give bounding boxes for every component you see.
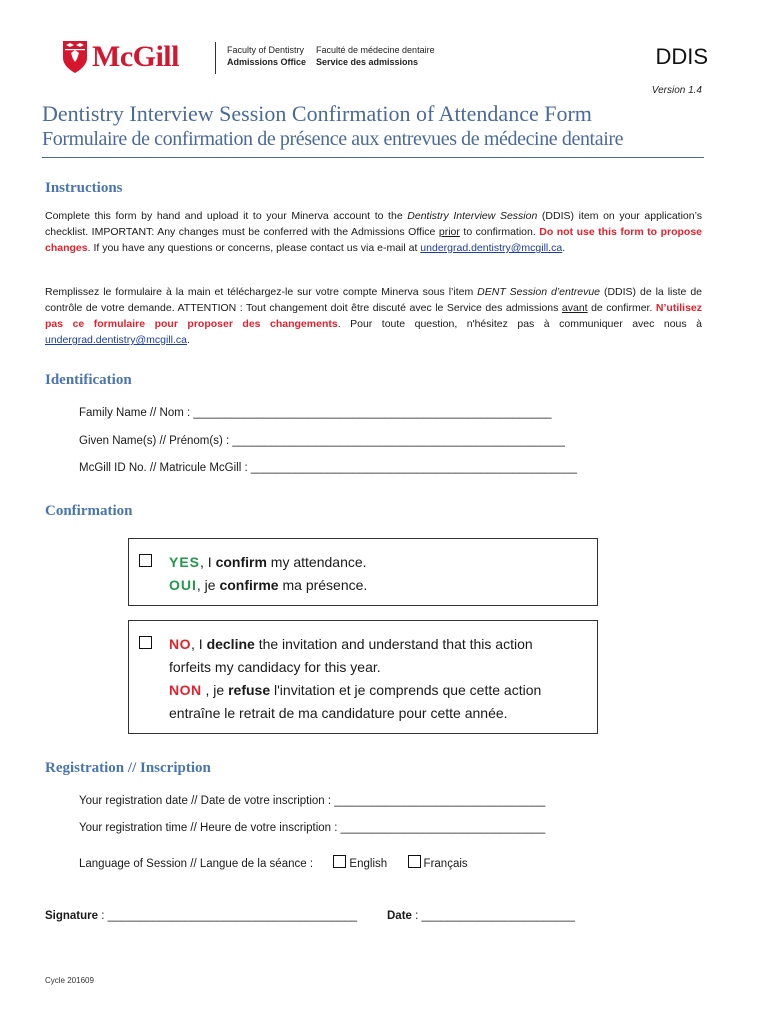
text-run: Complete this form by hand and upload it to your Minerva account to the — [45, 210, 408, 222]
text-run: (DDIS) de la liste de contrôle de votre demande. ATTENTION : Tout changement doit être discuté avec le Service des admissions — [45, 286, 702, 314]
text-run: . — [186, 334, 190, 346]
faculty-en-line1: Faculty of Dentistry — [227, 45, 305, 55]
text-run: , je — [196, 577, 220, 593]
faculty-fr-line2: Service des admissions — [316, 57, 419, 67]
text-run: l'invitation et je comprends que cette action — [270, 682, 542, 698]
decline-bold: decline — [206, 636, 255, 652]
english-option-label: English — [349, 858, 388, 870]
title-rule — [42, 157, 704, 158]
version-label: Version 1.4 — [651, 85, 702, 96]
french-checkbox[interactable] — [408, 855, 421, 868]
title-english: Dentistry Interview Session Confirmation of Attendance Form — [42, 101, 592, 126]
text-run: to confirmation. — [459, 226, 540, 238]
signature-label: Signature — [45, 910, 99, 922]
yes-checkbox[interactable] — [139, 554, 152, 567]
english-checkbox[interactable] — [333, 855, 346, 868]
instructions-english — [45, 208, 702, 256]
refuse-bold: refuse — [228, 682, 271, 698]
mcgill-shield-icon — [62, 40, 88, 74]
language-row — [79, 855, 468, 870]
text-run: , je — [201, 682, 229, 698]
registration-time-field[interactable]: Your registration time // Heure de votre inscription : ________________________________ — [79, 822, 546, 834]
date-line: : ________________________ — [411, 910, 576, 922]
mcgill-wordmark: McGill — [92, 40, 179, 73]
prior-emphasis: prior — [438, 226, 460, 238]
yes-option-box — [128, 538, 598, 606]
faculty-en — [227, 44, 306, 68]
text-run: Remplissez le formulaire à la main et téléchargez-le sur votre compte Minerva sous l’item — [45, 286, 478, 298]
text-run: . Pour toute question, n'hésitez pas à communiquer avec nous à — [337, 318, 702, 330]
email-link[interactable]: undergrad.dentistry@mcgill.ca — [420, 242, 563, 254]
no-option-box — [128, 620, 598, 734]
text-run: de confirmer. — [587, 302, 656, 314]
document-header — [62, 38, 712, 88]
confirm-bold: confirm — [215, 554, 267, 570]
yes-line — [169, 551, 367, 574]
non-line-2: entraîne le retrait de ma candidature pour cette année. — [169, 705, 508, 721]
cycle-footer: Cycle 201609 — [45, 976, 94, 985]
text-run: ma présence. — [278, 577, 368, 593]
email-link[interactable]: undergrad.dentistry@mcgill.ca — [45, 334, 187, 346]
no-line — [169, 633, 541, 656]
non-word: NON — [169, 682, 202, 698]
instructions-heading: Instructions — [45, 180, 123, 196]
text-run: . If you have any questions or concerns, please contact us via e-mail at — [87, 242, 421, 254]
french-option-label: Français — [423, 858, 468, 870]
warning-text: N’utilisez pas ce formulaire pour proposer des changements — [45, 302, 702, 330]
date-field[interactable] — [387, 910, 575, 922]
warning-text: Do not use this form to propose changes — [45, 226, 702, 254]
no-checkbox[interactable] — [139, 636, 152, 649]
date-label: Date — [387, 910, 412, 922]
yes-option-text — [169, 551, 367, 597]
yes-word: YES — [169, 554, 201, 570]
registration-heading: Registration // Inscription — [45, 760, 211, 776]
faculty-fr — [316, 44, 435, 68]
confirmation-heading: Confirmation — [45, 503, 133, 519]
language-label: Language of Session // Langue de la séance : — [79, 858, 314, 870]
text-run: my attendance. — [266, 554, 367, 570]
text-run: , I — [191, 636, 207, 652]
oui-line — [169, 574, 367, 597]
faculty-fr-line1: Faculté de médecine dentaire — [316, 45, 435, 55]
signature-field[interactable] — [45, 910, 357, 922]
identification-heading: Identification — [45, 372, 132, 388]
item-name: Dentistry Interview Session — [407, 210, 538, 222]
header-divider — [215, 42, 216, 74]
registration-date-field[interactable]: Your registration date // Date de votre inscription : _________________________________ — [79, 795, 546, 807]
non-line — [169, 679, 541, 702]
text-run: (DDIS) item on your application’s checklist. IMPORTANT: Any changes must be conferred with the Admissions Office — [45, 210, 702, 238]
text-run: , I — [200, 554, 216, 570]
no-option-text — [169, 633, 541, 725]
no-word: NO — [169, 636, 191, 652]
no-line-2: forfeits my candidacy for this year. — [169, 659, 381, 675]
item-name: DENT Session d’entrevue — [477, 286, 601, 298]
text-run: . — [562, 242, 566, 254]
avant-emphasis: avant — [561, 302, 588, 314]
signature-line: : _______________________________________ — [98, 910, 358, 922]
oui-word: OUI — [169, 577, 197, 593]
confirme-bold: confirme — [219, 577, 279, 593]
mcgill-logo — [62, 40, 179, 74]
form-code: DDIS — [655, 44, 708, 69]
family-name-field[interactable]: Family Name // Nom : ________________________________________________________ — [79, 407, 552, 419]
given-name-field[interactable]: Given Name(s) // Prénom(s) : ____________________________________________________ — [79, 435, 565, 447]
instructions-french — [45, 284, 702, 348]
mcgill-id-field[interactable]: McGill ID No. // Matricule McGill : ___________________________________________________ — [79, 462, 578, 474]
text-run: the invitation and understand that this action — [254, 636, 533, 652]
title-french: Formulaire de confirmation de présence aux entrevues de médecine dentaire — [42, 128, 624, 150]
faculty-en-line2: Admissions Office — [227, 57, 307, 67]
